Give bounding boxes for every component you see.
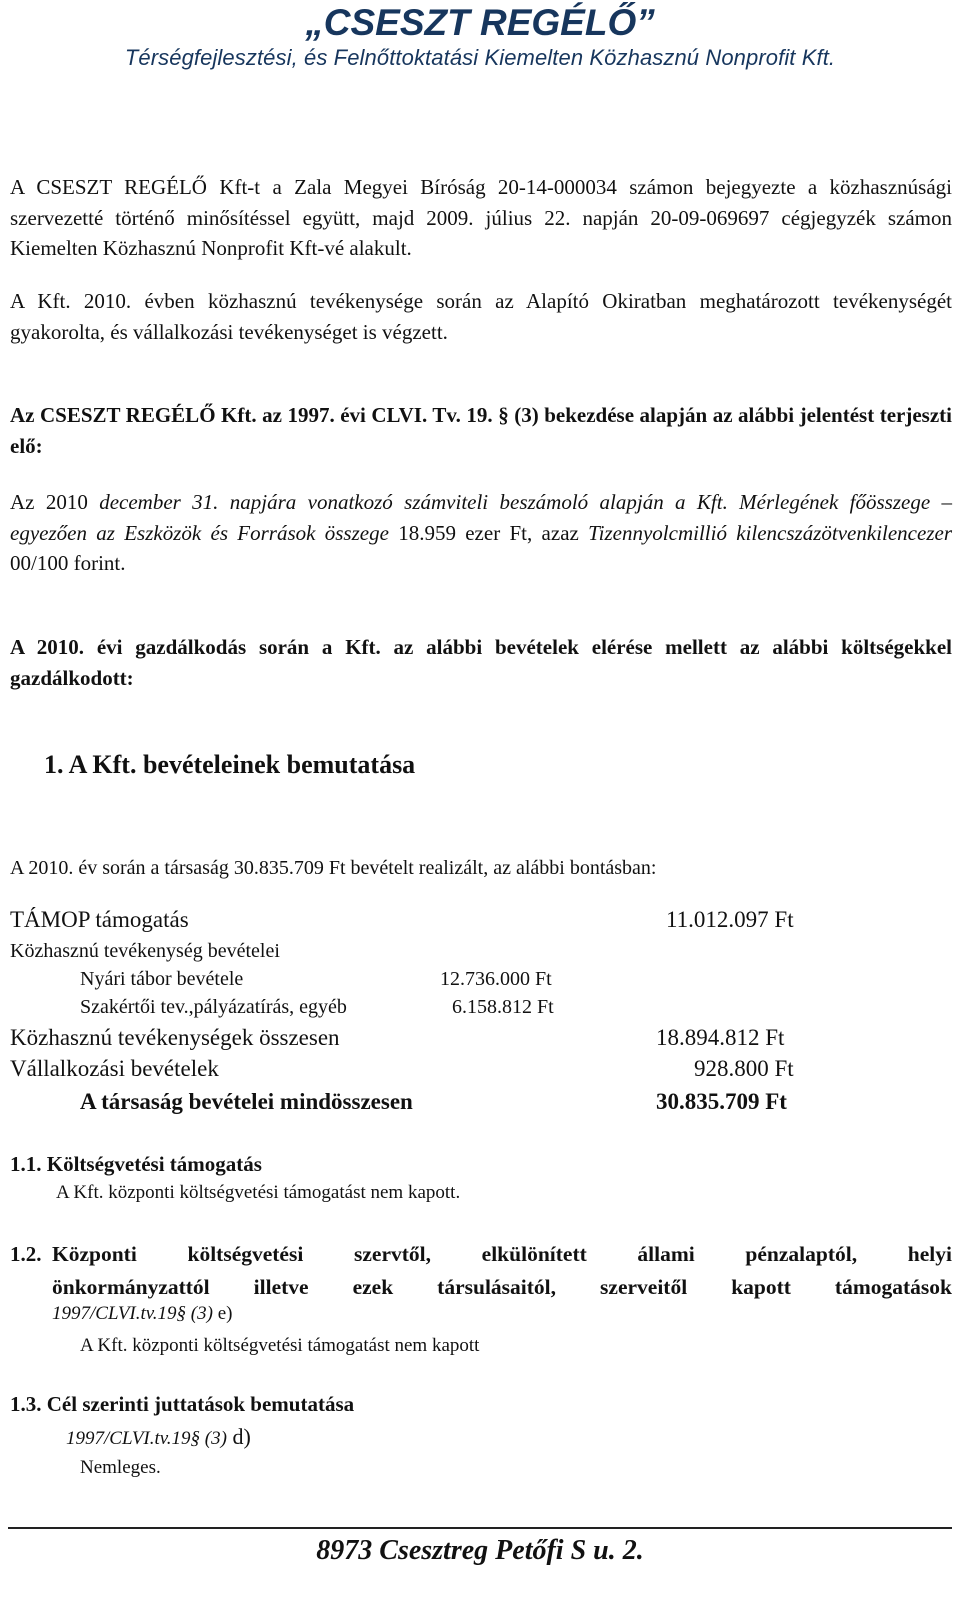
subsection-1-2-number: 1.2. bbox=[10, 1242, 42, 1266]
subsection-1-2-heading-line2: önkormányzattól illetve ezek társulásaitól, szerveitől kapott támogatások bbox=[52, 1275, 952, 1299]
table-row bbox=[80, 996, 347, 1019]
income-summary: A 2010. év során a társaság 30.835.709 Ft bevételt realizált, az alábbi bontásban: bbox=[10, 857, 657, 879]
row-total: 18.894.812 Ft bbox=[656, 1025, 785, 1050]
law-reference: 1997/CLVI.tv.19§ (3) bbox=[52, 1303, 213, 1324]
company-title: „CSESZT REGÉLŐ” bbox=[305, 2, 655, 43]
subsection-1-3-text: Nemleges. bbox=[80, 1457, 161, 1478]
row-label: Közhasznú tevékenység bevételei bbox=[10, 940, 280, 962]
balance-paragraph bbox=[10, 487, 952, 579]
balance-text-c: 18.959 ezer Ft, azaz bbox=[388, 520, 589, 545]
subsection-1-1-heading: 1.1. Költségvetési támogatás bbox=[10, 1152, 262, 1176]
table-row bbox=[10, 1025, 340, 1051]
row-total: 928.800 Ft bbox=[694, 1056, 794, 1081]
balance-text-a: Az 2010 bbox=[10, 490, 100, 514]
section-1-heading: 1. A Kft. bevételeinek bemutatása bbox=[44, 750, 416, 779]
row-grand-total: 30.835.709 Ft bbox=[656, 1089, 787, 1114]
subsection-1-3-reference bbox=[66, 1424, 251, 1450]
row-label: Vállalkozási bevételek bbox=[10, 1056, 219, 1081]
law-reference-tail: d) bbox=[226, 1424, 251, 1449]
intro-paragraph-1: A CSESZT REGÉLŐ Kft-t a Zala Megyei Bíróság 20-14-000034 számon bejegyezte a közhasznúsági szervezetté történő minősítéssel együtt, majd 2009. július 22. napján 20-09-069697 cégjegyzék számon Kiemelten Közhasznú Nonprofit Kft-vé alakult. bbox=[10, 175, 952, 260]
row-label: A társaság bevételei mindösszesen bbox=[80, 1089, 413, 1114]
row-label: Nyári tábor bevétele bbox=[80, 968, 244, 990]
row-label: Közhasznú tevékenységek összesen bbox=[10, 1025, 340, 1050]
row-label: Szakértői tev.,pályázatírás, egyéb bbox=[80, 996, 347, 1018]
subsection-1-2-heading-line1: Központi költségvetési szervtől, elkülönített állami pénzalaptól, helyi bbox=[52, 1242, 952, 1266]
subsection-1-2-reference bbox=[52, 1303, 232, 1325]
law-reference: 1997/CLVI.tv.19§ (3) bbox=[66, 1428, 227, 1449]
row-label: TÁMOP támogatás bbox=[10, 907, 189, 932]
management-statement: A 2010. évi gazdálkodás során a Kft. az alábbi bevételek elérése mellett az alábbi költségekkel gazdálkodott: bbox=[10, 635, 952, 690]
table-row bbox=[10, 940, 280, 963]
company-subtitle: Térségfejlesztési, és Felnőttoktatási Kiemelten Közhasznú Nonprofit Kft. bbox=[124, 45, 836, 70]
subsection-1-2-text: A Kft. központi költségvetési támogatást nem kapott bbox=[80, 1335, 480, 1356]
subsection-1-3-heading: 1.3. Cél szerinti juttatások bemutatása bbox=[10, 1392, 355, 1416]
intro-paragraph-2: A Kft. 2010. évben közhasznú tevékenysége során az Alapító Okiratban meghatározott tevékenységét gyakorolta, és vállalkozási tevékenységet is végzett. bbox=[10, 289, 952, 344]
law-reference-tail: e) bbox=[212, 1303, 233, 1324]
balance-text-e: 00/100 forint. bbox=[10, 551, 126, 575]
row-subtotal: 12.736.000 Ft bbox=[440, 968, 552, 990]
table-row bbox=[10, 907, 794, 933]
row-subtotal: 6.158.812 Ft bbox=[452, 996, 554, 1018]
subsection-1-1-text: A Kft. központi költségvetési támogatást nem kapott. bbox=[56, 1182, 461, 1203]
table-row bbox=[80, 968, 243, 991]
footer-divider bbox=[8, 1527, 952, 1529]
table-row-grand-total bbox=[80, 1089, 413, 1115]
table-row bbox=[10, 1056, 219, 1082]
balance-text-d: Tizennyolcmillió kilencszázötvenkilencezer bbox=[588, 520, 952, 545]
report-statement: Az CSESZT REGÉLŐ Kft. az 1997. évi CLVI. Tv. 19. § (3) bekezdése alapján az alábbi jelentést terjeszti elő: bbox=[10, 403, 952, 458]
footer-address: 8973 Csesztreg Petőfi S u. 2. bbox=[316, 1535, 644, 1566]
balance-text-b: december 31. napjára vonatkozó számviteli beszámoló alapján a Kft. Mérlegének főösszege – egyezően az Eszközök és Források összege bbox=[10, 490, 952, 545]
row-total: 11.012.097 Ft bbox=[666, 907, 794, 932]
